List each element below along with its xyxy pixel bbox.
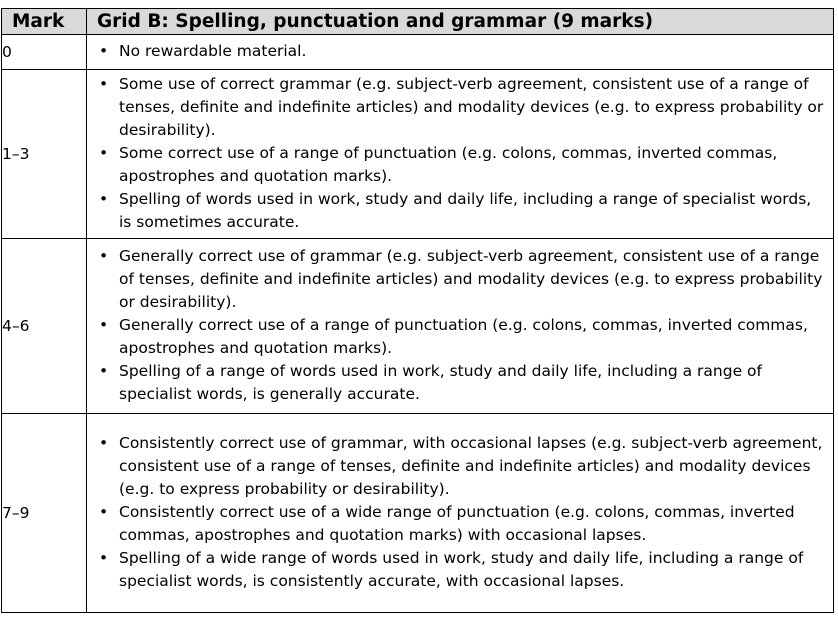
mark-band: 4–6 xyxy=(2,239,87,414)
mark-scheme-table xyxy=(1,8,834,613)
descriptor-point: • Spelling of a range of words used in work, study and daily life, including a range of specialist words, is generally accurate. xyxy=(119,360,827,406)
descriptor-list xyxy=(87,429,833,597)
mark-column-header: Mark xyxy=(2,9,87,35)
grid-title: Grid B: Spelling, punctuation and grammar (9 marks) xyxy=(87,9,834,35)
mark-band: 1–3 xyxy=(2,70,87,239)
descriptor-point: • No rewardable material. xyxy=(119,40,827,63)
descriptor-point: • Generally correct use of a range of punctuation (e.g. colons, commas, inverted commas, apostrophes and quotation marks). xyxy=(119,314,827,360)
mark-band: 7–9 xyxy=(2,414,87,613)
table-row xyxy=(2,414,834,613)
descriptor-cell xyxy=(87,35,834,70)
descriptor-list xyxy=(87,37,833,67)
descriptor-point: • Consistently correct use of grammar, with occasional lapses (e.g. subject-verb agreement, consistent use of a range of tenses, definite and indefinite articles) and modality devices (e.g. to express probability or desirability). xyxy=(119,432,827,501)
table-row xyxy=(2,70,834,239)
descriptor-point: • Consistently correct use of a wide range of punctuation (e.g. colons, commas, inverted commas, apostrophes and quotation marks) with occasional lapses. xyxy=(119,501,827,547)
header-row xyxy=(2,9,834,35)
table-row xyxy=(2,239,834,414)
descriptor-list xyxy=(87,70,833,238)
descriptor-cell xyxy=(87,239,834,414)
mark-band: 0 xyxy=(2,35,87,70)
descriptor-cell xyxy=(87,70,834,239)
descriptor-point: • Spelling of words used in work, study and daily life, including a range of specialist words, is sometimes accurate. xyxy=(119,188,827,234)
descriptor-point: • Generally correct use of grammar (e.g. subject-verb agreement, consistent use of a range of tenses, definite and indefinite articles) and modality devices (e.g. to express probability or desirability). xyxy=(119,245,827,314)
table-row xyxy=(2,35,834,70)
descriptor-list xyxy=(87,242,833,410)
descriptor-cell xyxy=(87,414,834,613)
descriptor-point: • Some use of correct grammar (e.g. subject-verb agreement, consistent use of a range of tenses, definite and indefinite articles) and modality devices (e.g. to express probability or desirability). xyxy=(119,73,827,142)
descriptor-point: • Spelling of a wide range of words used in work, study and daily life, including a range of specialist words, is consistently accurate, with occasional lapses. xyxy=(119,547,827,593)
descriptor-point: • Some correct use of a range of punctuation (e.g. colons, commas, inverted commas, apostrophes and quotation marks). xyxy=(119,142,827,188)
